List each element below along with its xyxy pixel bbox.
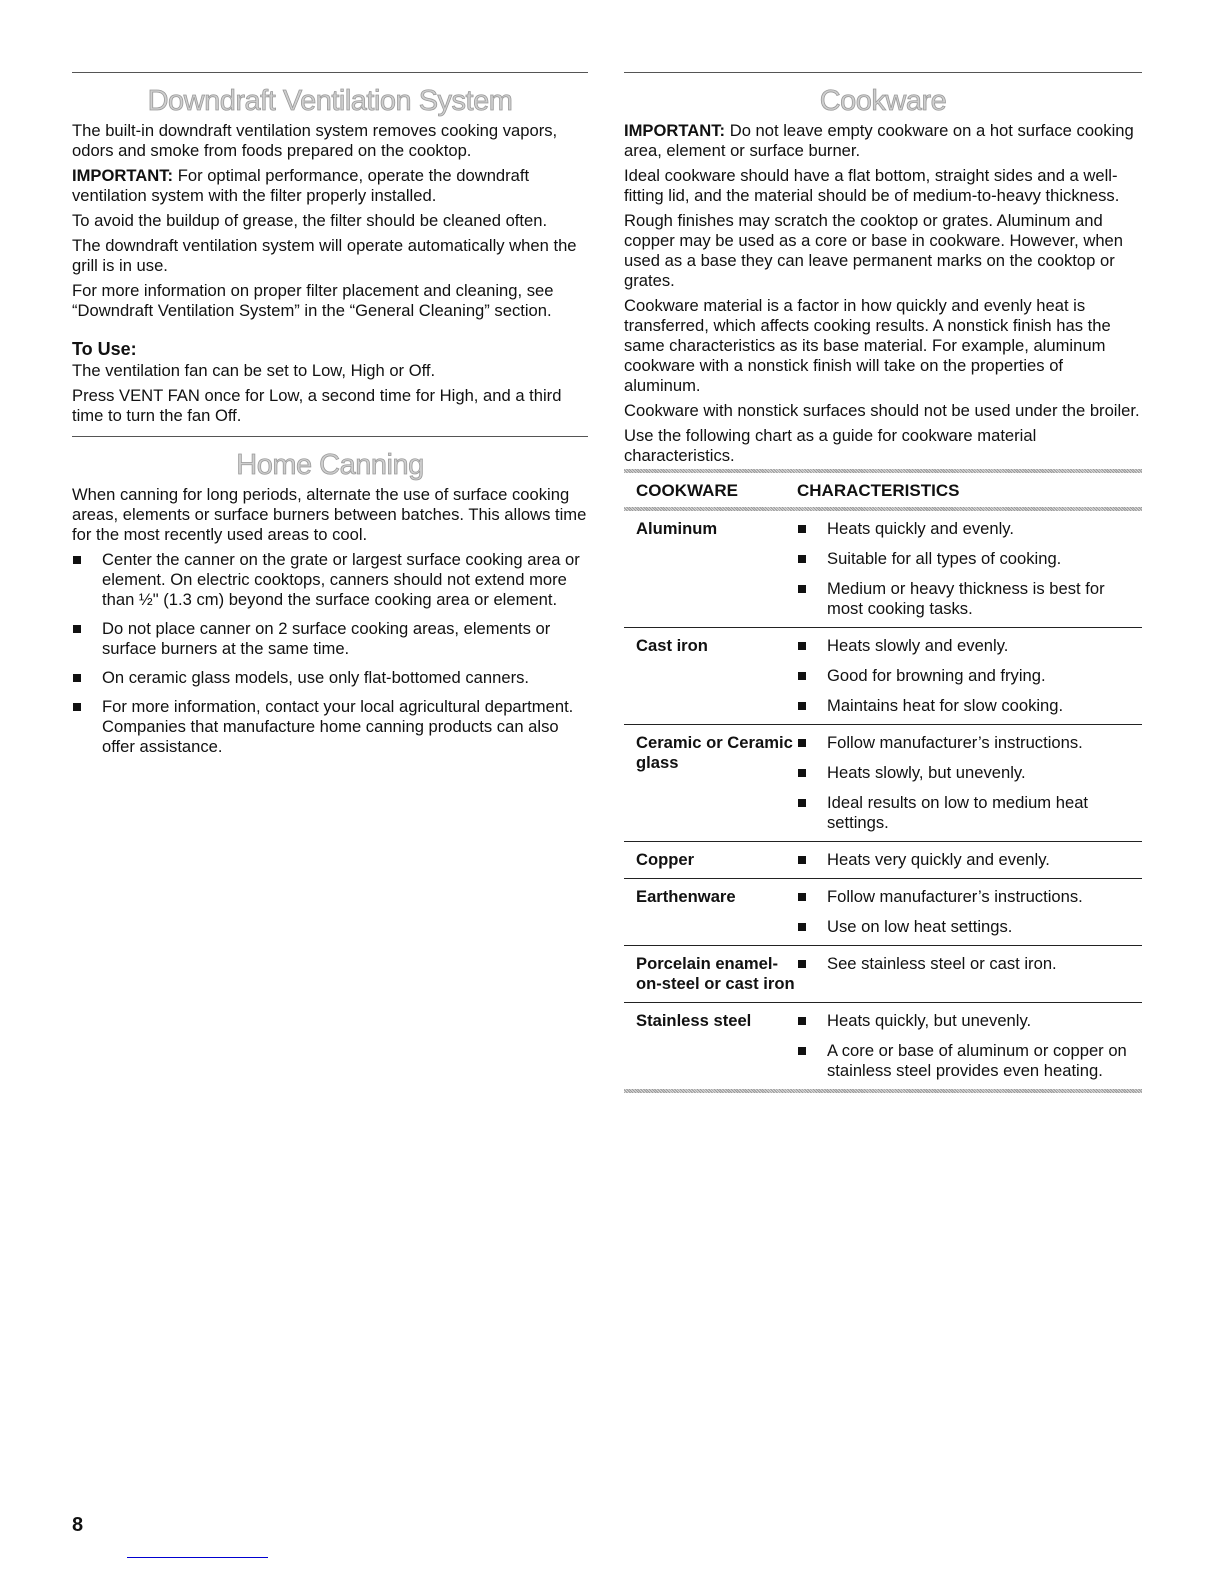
characteristics-list: [797, 519, 1142, 619]
paragraph: Cookware material is a factor in how quickly and evenly heat is transferred, which affects cooking results. A nonstick finish has the same characteristics as its base material. For example, aluminum cookware with a nonstick finish will take on the properties of aluminum.: [624, 296, 1111, 395]
list-item: Heats quickly, but unevenly.: [797, 1011, 1142, 1031]
list-item: Use on low heat settings.: [797, 917, 1083, 937]
characteristics-list: [797, 636, 1063, 716]
important-label: IMPORTANT:: [72, 166, 174, 185]
section-title-canning: Home Canning: [236, 449, 424, 481]
paragraph: Ideal cookware should have a flat bottom, straight sides and a well-fitting lid, and the material should be of medium-to-heavy thickness.: [624, 166, 1120, 205]
list-item: Medium or heavy thickness is best for most cooking tasks.: [797, 579, 1142, 619]
list-item: Heats slowly and evenly.: [797, 636, 1063, 656]
subheading-to-use: To Use:: [72, 339, 137, 359]
list-item: Heats slowly, but unevenly.: [797, 763, 1142, 783]
paragraph: The downdraft ventilation system will operate automatically when the grill is in use.: [72, 236, 577, 275]
list-item: For more information, contact your local agricultural department. Companies that manufacture home canning products can also offer assistance.: [72, 697, 588, 757]
paragraph: Cookware with nonstick surfaces should not be used under the broiler.: [624, 401, 1140, 420]
cookware-material: Stainless steel: [636, 1011, 752, 1030]
characteristics-list: [797, 733, 1142, 833]
paragraph: To avoid the buildup of grease, the filter should be cleaned often.: [72, 211, 548, 230]
table-row: [624, 1003, 1142, 1089]
list-item: Center the canner on the grate or largest surface cooking area or element. On electric cooktops, canners should not extend more than ½" (1.3 cm) beyond the surface cooking area or element.: [72, 550, 588, 610]
right-column: [624, 72, 1142, 1093]
list-item: Do not place canner on 2 surface cooking areas, elements or surface burners at the same time.: [72, 619, 588, 659]
section-divider: [72, 436, 588, 437]
list-item: Good for browning and frying.: [797, 666, 1063, 686]
list-item: Ideal results on low to medium heat settings.: [797, 793, 1142, 833]
important-text: Do not leave empty cookware on a hot surface cooking area, element or surface burner.: [624, 121, 1134, 160]
characteristics-list: [797, 954, 1057, 994]
list-item: Maintains heat for slow cooking.: [797, 696, 1063, 716]
important-label: IMPORTANT:: [624, 121, 726, 140]
table-row: [624, 946, 1142, 1003]
paragraph: Use the following chart as a guide for cookware material characteristics.: [624, 426, 1037, 465]
characteristics-list: [797, 1011, 1142, 1081]
section-title-cookware: Cookware: [819, 85, 947, 117]
important-text: For optimal performance, operate the downdraft ventilation system with the filter properly installed.: [72, 166, 530, 205]
cookware-material: Copper: [636, 850, 695, 869]
table-row: [624, 628, 1142, 725]
list-item: A core or base of aluminum or copper on stainless steel provides even heating.: [797, 1041, 1142, 1081]
paragraph: The built-in downdraft ventilation system removes cooking vapors, odors and smoke from foods prepared on the cooktop.: [72, 121, 558, 160]
list-item: On ceramic glass models, use only flat-bottomed canners.: [72, 668, 588, 688]
table-row: [624, 725, 1142, 842]
section-divider: [72, 72, 588, 73]
list-item: See stainless steel or cast iron.: [797, 954, 1057, 974]
table-bottom-border: [624, 1089, 1142, 1093]
table-row: [624, 879, 1142, 946]
list-item: Follow manufacturer’s instructions.: [797, 887, 1083, 907]
header-characteristics: CHARACTERISTICS: [797, 481, 960, 500]
important-note: [624, 121, 1142, 161]
list-item: Heats very quickly and evenly.: [797, 850, 1050, 870]
section-title-downdraft: Downdraft Ventilation System: [147, 85, 513, 117]
paragraph: The ventilation fan can be set to Low, High or Off.: [72, 361, 436, 380]
table-header: [624, 473, 1142, 507]
paragraph: Press VENT FAN once for Low, a second time for High, and a third time to turn the fan Off.: [72, 386, 562, 425]
list-item: Heats quickly and evenly.: [797, 519, 1142, 539]
cookware-material: Aluminum: [636, 519, 718, 538]
page-number: 8: [72, 1514, 84, 1536]
paragraph: When canning for long periods, alternate the use of surface cooking areas, elements or surface burners between batches. This allows time for the most recently used areas to cool.: [72, 485, 587, 544]
cookware-table: [624, 511, 1142, 1089]
paragraph: Rough finishes may scratch the cooktop or grates. Aluminum and copper may be used as a core or base in cookware. However, when used as a base they can leave permanent marks on the cooktop or grates.: [624, 211, 1124, 290]
table-row: [624, 511, 1142, 628]
cookware-material: Ceramic or Ceramic glass: [636, 733, 793, 772]
table-row: [624, 842, 1142, 879]
left-column: [72, 72, 588, 766]
cookware-material: Cast iron: [636, 636, 708, 655]
canning-bullet-list: [72, 550, 588, 757]
cookware-material: Earthenware: [636, 887, 736, 906]
header-cookware: COOKWARE: [636, 481, 738, 500]
section-divider: [624, 72, 1142, 73]
characteristics-list: [797, 887, 1083, 937]
footer-line: [127, 1557, 268, 1558]
important-note: [72, 166, 588, 206]
list-item: Follow manufacturer’s instructions.: [797, 733, 1142, 753]
cookware-material: Porcelain enamel-on-steel or cast iron: [636, 954, 795, 993]
characteristics-list: [797, 850, 1050, 870]
paragraph: For more information on proper filter placement and cleaning, see “Downdraft Ventilation System” in the “General Cleaning” section.: [72, 281, 554, 320]
list-item: Suitable for all types of cooking.: [797, 549, 1142, 569]
